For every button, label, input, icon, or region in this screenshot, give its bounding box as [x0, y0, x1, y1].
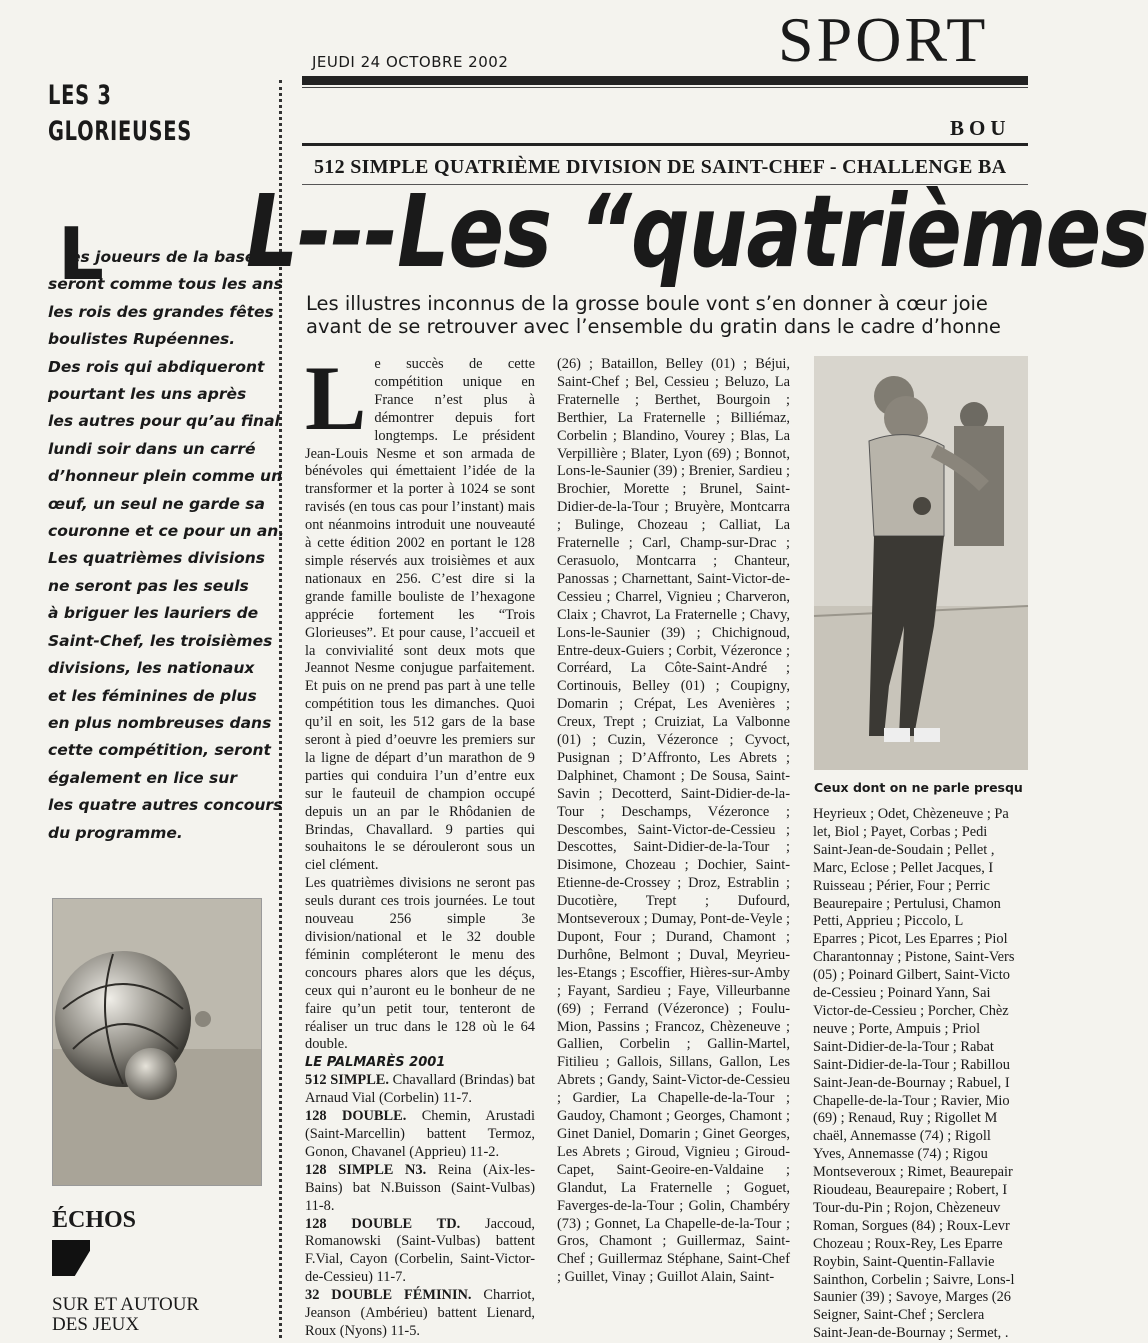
- kicker-title: LES 3 GLORIEUSES: [48, 80, 192, 147]
- lead-line: divisions, les nationaux: [48, 659, 255, 678]
- photo-caption: Ceux dont on ne parle presqu: [814, 780, 1023, 795]
- article-paragraph: Les quatrièmes divisions ne seront pas seuls durant ces trois journées. Le tout nouveau 256 simple 3e division/national et le 32 double féminin compléteront le menu des concours phares alors que les déçus, ceux qui n’auront eu le bonheur de ne faire qu’un petit tour, tenteront de réaliser un truc dans le 128 où le 64 double.: [305, 875, 535, 1053]
- results-line: Victor-de-Cessieu ; Porcher, Chèz: [813, 1002, 1009, 1019]
- results-line: Saunier (39) ; Savoye, Marges (26: [813, 1289, 1011, 1306]
- lead-line: d’honneur plein comme un: [48, 467, 283, 486]
- results-line: Seigner, Saint-Chef ; Serclera: [813, 1307, 985, 1324]
- results-line: Saint-Jean-de-Soudain ; Pellet ,: [813, 841, 995, 858]
- subtitle: [306, 292, 1028, 338]
- palmares-category: 128 DOUBLE TD.: [305, 1215, 461, 1232]
- results-line: Tour-du-Pin ; Rojon, Chèzeneuv: [813, 1199, 1001, 1216]
- results-line: (69) ; Renaud, Ruy ; Rigollet M: [813, 1110, 998, 1127]
- lead-line: en plus nombreuses dans: [48, 713, 272, 732]
- echos-subtitle: SUR ET AUTOUR DES JEUX: [52, 1294, 200, 1335]
- palmares-category: 32 DOUBLE FÉMININ.: [305, 1287, 472, 1304]
- lead-line: pourtant les uns après: [48, 385, 247, 404]
- palmares-entry: [305, 1216, 535, 1288]
- results-line: Roman, Sorgues (84) ; Roux-Levr: [813, 1217, 1010, 1234]
- lead-line: Saint-Chef, les troisièmes: [48, 631, 273, 650]
- lead-text: [48, 244, 285, 847]
- results-line: Eparres ; Picot, Les Eparres ; Piol: [813, 931, 1008, 948]
- results-line: Sainthon, Corbelin ; Saivre, Lons-l: [813, 1271, 1015, 1288]
- results-line: Marc, Eclose ; Pellet Jacques, I: [813, 859, 994, 876]
- results-line: Yves, Annemasse (74) ; Rigou: [813, 1146, 988, 1163]
- palmares-category: 512 SIMPLE.: [305, 1072, 389, 1089]
- article-column-2: [557, 356, 790, 1287]
- results-line: Charantonnay ; Pistone, Saint-Vers: [813, 949, 1015, 966]
- results-line: Saint-Didier-de-la-Tour ; Rabillou: [813, 1056, 1010, 1073]
- lead-line: à briguer les lauriers de: [48, 604, 259, 623]
- palmares-result: Reina (Aix-les-Bains) bat N.Buisson (Saint-Vulbas) 11-8.: [305, 1161, 535, 1214]
- subtitle-line: avant de se retrouver avec l’ensemble du gratin dans le cadre d’honne: [306, 315, 1001, 338]
- headline: 512 SIMPLE QUATRIÈME DIVISION DE SAINT-CHEF - CHALLENGE BA: [314, 156, 1007, 178]
- article-dropcap: L: [305, 347, 367, 449]
- results-line: neuve ; Porte, Ampuis ; Priol: [813, 1020, 981, 1037]
- lead-line: couronne et ce pour un an.: [48, 522, 285, 541]
- main-title: L---Les “quatrièmes: [246, 173, 1148, 290]
- lead-line: les autres pour qu’au final: [48, 412, 280, 431]
- results-line: Montseveroux ; Rimet, Beaurepair: [813, 1164, 1013, 1181]
- lead-line: Des rois qui abdiqueront: [48, 357, 265, 376]
- palmares-entry: [305, 1162, 535, 1216]
- subsection-rule: [302, 143, 1028, 146]
- results-line: Petti, Apprieu ; Piccolo, L: [813, 913, 964, 930]
- article-paragraph: e succès de cette compétition unique en France n’est plus à démontrer depuis fort longtemps. Le président Jean-Louis Nesme et son armada de bénévoles qui émettaient l’idée de la transformer et la porter à 1024 se sont ravisés (en tous cas pour l’instant) mais ont néanmoins introduit une nouveauté à cette édition 2002 en portant le 128 simple réservés aux troisièmes et aux nationaux en 256. C’est dire si la grande famille bouliste de l’hexagone apprécie fortement les “Trois Glorieuses”. Et pour cause, l’accueil et la convivialité sont deux mots que Jeannot Nesme conjugue parfaitement. Et puis on ne prend pas part à une telle compétition tous les dimanches. Quoi qu’il en soit, les 512 gars de la base seront à pied d’oeuvre les premiers sur la ligne de départ d’un marathon de 9 parties qui conduira l’un d’entre eux sur le fauteuil de champion occupé depuis un an par le Rhôdanien de Brindas, Chavallard. 9 parties qui souhaitons le se dérouleront sous un ciel clément.: [305, 356, 535, 874]
- results-line: Rioudeau, Beaurepaire ; Robert, I: [813, 1182, 1008, 1199]
- results-line: Chapelle-de-la-Tour ; Ravier, Mio: [813, 1092, 1010, 1109]
- lead-line: également en lice sur: [48, 768, 237, 787]
- results-line: Saint-Didier-de-la-Tour ; Rabat: [813, 1038, 994, 1055]
- results-list: (26) ; Bataillon, Belley (01) ; Béjui, Saint-Chef ; Bel, Cessieu ; Beluzo, La Fraternelle ; Berthet, Bourgoin ; Berthier, La Fraternelle ; Billiémaz, Corbelin ; Blandino, Vourey ; Blas, La Verpillière ; Blater, Lyon (69) ; Bonnot, Lons-le-Saunier (39) ; Brenier, Sardieu ; Brochier, Morette ; Brunel, Saint-Didier-de-la-Tour ; Bruyère, Montcarra ; Bulinge, Chozeau ; Calliat, La Fraternelle ; Carl, Champ-sur-Drac ; Cerasuolo, Montcarra ; Chanteur, Panossas ; Charnettant, Saint-Victor-de-Cessieu ; Charrel, Vignieu ; Charveron, Claix ; Chavrot, La Fraternelle ; Chavy, Lons-le-Saunier (39) ; Chichignoud, Entre-deux-Guiers ; Corbit, Vézeronce ; Corréard, La Côte-Saint-André ; Cortinouis, Belley (01) ; Coupigny, Domarin ; Crépat, Les Avenières ; Creux, Trept ; Cruiziat, La Valbonne (01) ; Cuzin, Vézeronce ; Cyvoct, Pusignan ; D’Affronto, Les Abrets ; Dalphinet, Chamont ; De Sousa, Saint-Savin ; Decotterd, Saint-Didier-de-la-Tour ; Deschamps, Vézeronce ; Descombes, Saint-Victor-de-Cessieu ; Descottes, Saint-Didier-de-la-Tour ; Disimone, Chozeau ; Dochier, Saint-Etienne-de-Crossey ; Droz, Estrablin ; Ducotière, Trept ; Dufourd, Montseveroux ; Dumay, Pont-de-Veyle ; Dupont, Four ; Durand, Chamont ; Durhône, Belmont ; Duval, Meyrieu-les-Etangs ; Escoffier, Hières-sur-Amby ; Fayant, Sardieu ; Faye, Villeurbanne (69) ; Ferrand (Vézeronce) ; Foulu-Mion, Passins ; Francoz, Chèzeneuve ; Gallien, Corbelin ; Gallin-Martel, Fitilieu ; Gallois, Sillans, Gallon, Les Abrets ; Gandy, Saint-Victor-de-Cessieu ; Gardier, La Chapelle-de-la-Tour ; Gaudoy, Chamont ; Georges, Chamont ; Ginet Daniel, Domarin ; Ginet Georges, Les Abrets ; Giroud, Vignieu ; Giroud-Capet, Saint-Geoire-en-Valdaine ; Glandut, La Fraternelle ; Goguet, Faverges-de-la-Tour ; Golin, Chambéry (73) ; Gonnet, La Chapelle-de-la-Tour ; Gros, Chamont ; Guillermaz, Saint-Chef ; Guillermaz Stéphane, Saint-Chef ; Guillet, Vinay ; Guillot Alain, Saint-: [557, 356, 790, 1286]
- results-line: Heyrieux ; Odet, Chèzeneuve ; Pa: [813, 806, 1009, 822]
- palmares-result: Chemin, Arustadi (Saint-Marcellin) battent Termoz, Gonon, Chavanel (Apprieu) 11-2.: [305, 1108, 535, 1160]
- article-column-1: [305, 347, 535, 1341]
- lead-line: ne seront pas les seuls: [48, 576, 249, 595]
- palmares-result: Jaccoud, Romanowski (Saint-Vulbas) battent F.Vial, Cayon (Corbelin, Saint-Victor-de-Cessieu) 11-7.: [305, 1215, 535, 1286]
- palmares-result: Chavallard (Brindas) bat Arnaud Vial (Corbelin) 11-7.: [305, 1072, 535, 1107]
- results-line: chaël, Annemasse (74) ; Rigoll: [813, 1128, 991, 1145]
- header-rule: [302, 76, 1028, 85]
- lead-line: les rois des grandes fêtes: [48, 302, 274, 321]
- results-line: Beaurepaire ; Pertulusi, Chamon: [813, 895, 1001, 912]
- lead-line: Les quatrièmes divisions: [48, 549, 266, 568]
- palmares-category: 128 SIMPLE N3.: [305, 1161, 427, 1178]
- lead-line: du programme.: [48, 823, 183, 842]
- palmares-entry: [305, 1108, 535, 1162]
- results-line: Saint-Jean-de-Bournay ; Rabuel, I: [813, 1074, 1010, 1091]
- header-rule-thin: [302, 87, 1028, 88]
- palmares-title: LE PALMARÈS 2001: [305, 1055, 446, 1071]
- results-line: Saint-Jean-de-Bournay ; Sermet, .: [813, 1325, 1009, 1342]
- lead-line: les quatre autres concours: [48, 796, 283, 815]
- lead-line: seront comme tous les ans: [48, 275, 283, 294]
- echos-mark: [52, 1240, 90, 1276]
- lead-line: es joueurs de la base: [70, 248, 256, 266]
- drop-letter-l: L: [58, 212, 104, 296]
- results-line: (05) ; Poinard Gilbert, Saint-Victo: [813, 967, 1010, 984]
- results-line: let, Biol ; Payet, Corbas ; Pedi: [813, 823, 988, 840]
- lead-line: cette compétition, seront: [48, 741, 271, 760]
- results-line: Chozeau ; Roux-Rey, Les Eparre: [813, 1235, 1003, 1252]
- results-line: Roybin, Saint-Quentin-Fallavie: [813, 1253, 995, 1270]
- subtitle-line: Les illustres inconnus de la grosse boule vont s’en donner à cœur joie: [306, 292, 988, 315]
- lead-line: lundi soir dans un carré: [48, 439, 256, 458]
- palmares-entry: [305, 1072, 535, 1108]
- results-line: de-Cessieu ; Poinard Yann, Sai: [813, 985, 991, 1002]
- echos-title: ÉCHOS: [52, 1207, 137, 1233]
- article-column-3: [813, 806, 1033, 1343]
- petanque-balls-photo: [52, 898, 262, 1186]
- lead-line: boulistes Rupéennes.: [48, 330, 236, 349]
- palmares-entry: [305, 1287, 535, 1341]
- issue-date: JEUDI 24 OCTOBRE 2002: [312, 53, 509, 71]
- section-title: SPORT: [778, 4, 989, 75]
- palmares-category: 128 DOUBLE.: [305, 1108, 407, 1125]
- palmares-result: Charriot, Jeanson (Ambérieu) battent Lienard, Roux (Nyons) 11-5.: [305, 1287, 535, 1339]
- palmares: [305, 1054, 535, 1341]
- subsection-title: BOU: [950, 116, 1011, 140]
- lead-line: et les féminines de plus: [48, 686, 257, 705]
- player-photo: [814, 356, 1028, 770]
- results-line: Ruisseau ; Périer, Four ; Perric: [813, 877, 990, 894]
- lead-line: œuf, un seul ne garde sa: [48, 494, 265, 513]
